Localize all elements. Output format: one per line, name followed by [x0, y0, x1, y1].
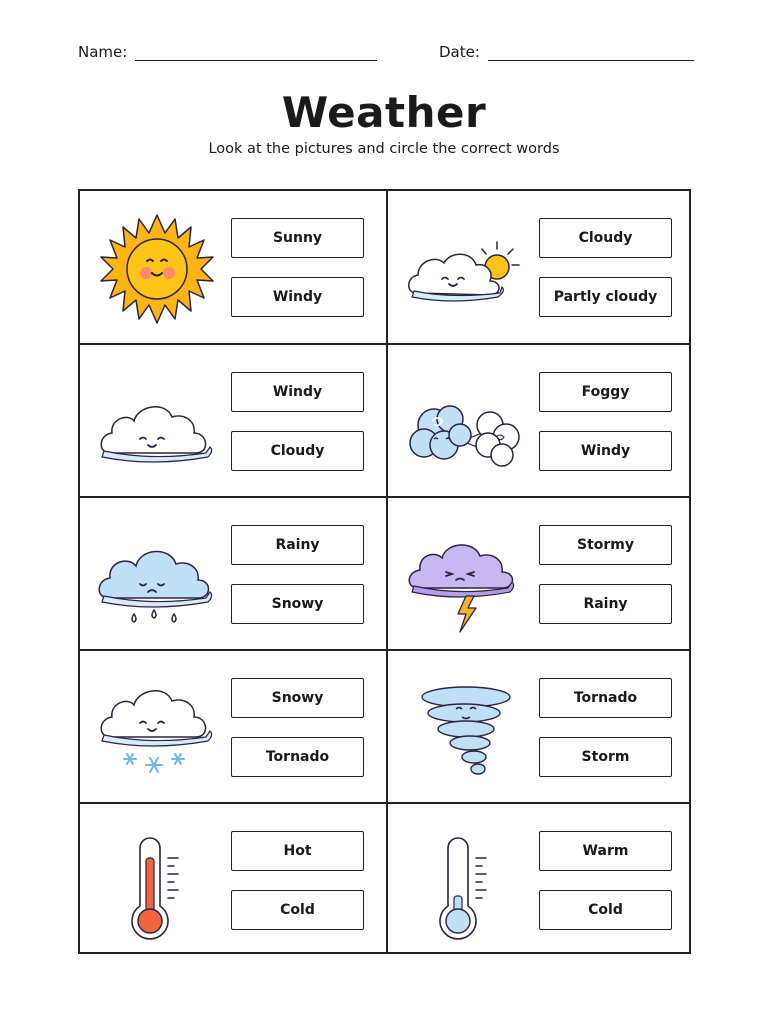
tornado-icon	[402, 669, 528, 787]
option-box[interactable]: Sunny	[231, 218, 364, 258]
option-box[interactable]: Stormy	[539, 525, 672, 565]
option-box[interactable]: Snowy	[231, 678, 364, 718]
hot-thermometer-icon	[94, 822, 220, 940]
option-box[interactable]: Cloudy	[539, 218, 672, 258]
name-line[interactable]	[135, 47, 377, 61]
option-box[interactable]: Rainy	[231, 525, 364, 565]
name-label: Name:	[78, 43, 128, 61]
cell-storm	[388, 498, 693, 650]
option-box[interactable]: Cloudy	[231, 431, 364, 471]
date-field[interactable]	[439, 43, 694, 61]
option-box[interactable]: Rainy	[539, 584, 672, 624]
option-box[interactable]: Tornado	[539, 678, 672, 718]
cell-snow	[80, 651, 385, 803]
cell-tornado	[388, 651, 693, 803]
cell-rain	[80, 498, 385, 650]
option-box[interactable]: Cold	[539, 890, 672, 930]
option-box[interactable]: Windy	[231, 277, 364, 317]
wind-icon	[402, 363, 528, 481]
cell-partly-cloudy	[388, 191, 693, 343]
cell-sun	[80, 191, 385, 343]
snow-cloud-icon	[94, 669, 220, 787]
worksheet-title: Weather	[281, 88, 487, 137]
option-box[interactable]: Windy	[539, 431, 672, 471]
rain-cloud-icon	[94, 516, 220, 634]
cloud-icon	[94, 363, 220, 481]
option-box[interactable]: Hot	[231, 831, 364, 871]
cell-wind	[388, 345, 693, 497]
cell-cold	[388, 804, 693, 956]
storm-cloud-icon	[402, 516, 528, 634]
weather-grid	[78, 189, 691, 954]
date-label: Date:	[439, 43, 480, 61]
partly-cloudy-icon	[402, 209, 528, 327]
option-box[interactable]: Tornado	[231, 737, 364, 777]
option-box[interactable]: Windy	[231, 372, 364, 412]
cold-thermometer-icon	[402, 822, 528, 940]
option-box[interactable]: Partly cloudy	[539, 277, 672, 317]
date-line[interactable]	[488, 47, 694, 61]
option-box[interactable]: Warm	[539, 831, 672, 871]
worksheet-instructions: Look at the pictures and circle the correct words	[208, 141, 560, 157]
sun-icon	[94, 209, 220, 327]
option-box[interactable]: Snowy	[231, 584, 364, 624]
option-box[interactable]: Cold	[231, 890, 364, 930]
cell-hot	[80, 804, 385, 956]
option-box[interactable]: Foggy	[539, 372, 672, 412]
name-field[interactable]	[78, 43, 377, 61]
option-box[interactable]: Storm	[539, 737, 672, 777]
cell-cloud	[80, 345, 385, 497]
